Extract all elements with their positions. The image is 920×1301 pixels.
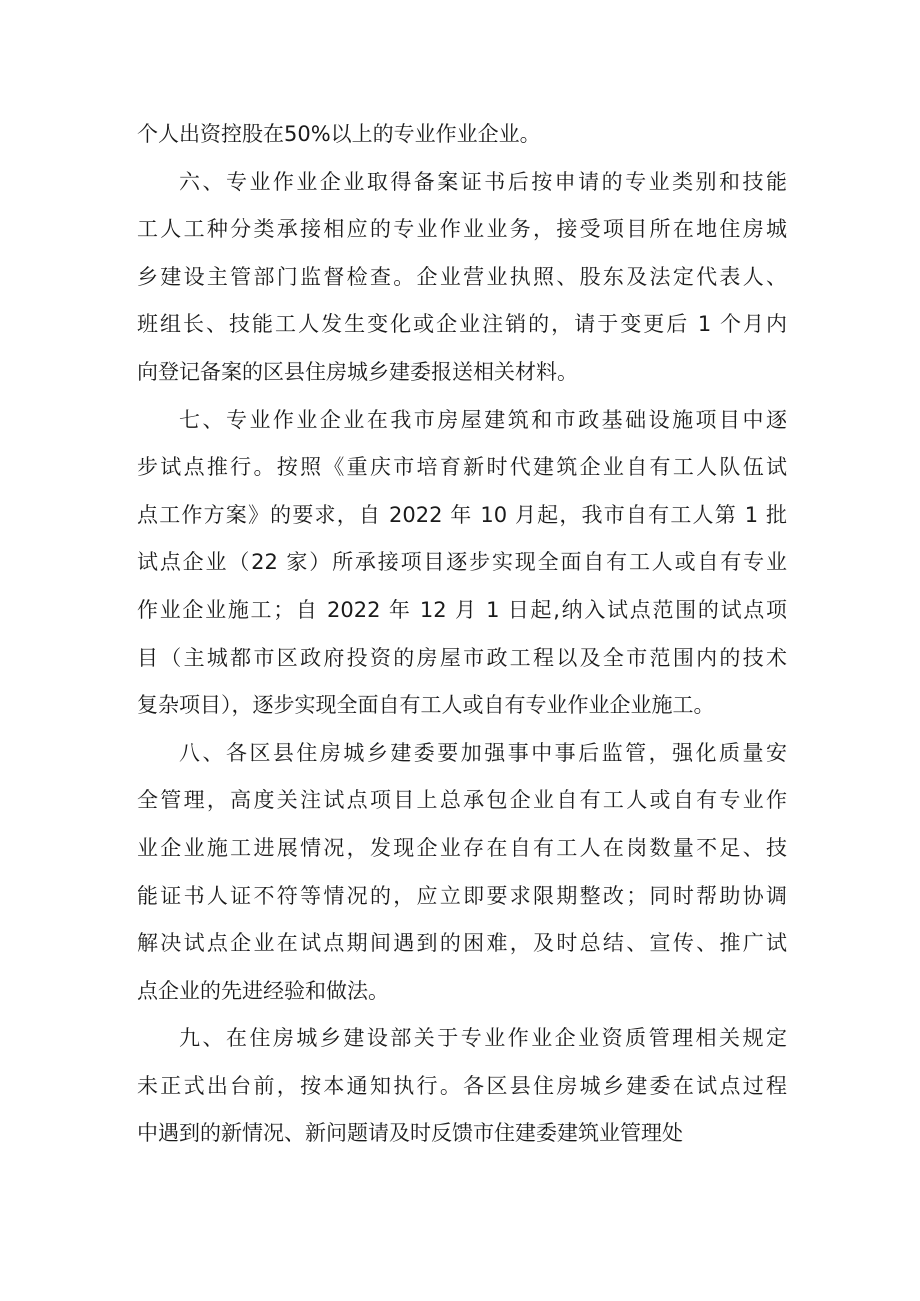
paragraph-line: 目（主城都市区政府投资的房屋市政工程以及全市范围内的技术 — [137, 645, 787, 670]
paragraph-line: 向登记备案的区县住房城乡建委报送相关材料。 — [137, 359, 578, 384]
paragraph-line: 业企业施工进展情况，发现企业存在自有工人在岗数量不足、技 — [137, 835, 787, 860]
paragraph-line: 点工作方案》的要求，自 2022 年 10 月起，我市自有工人第 1 批 — [137, 502, 787, 527]
paragraph-line: 九、在住房城乡建设部关于专业作业企业资质管理相关规定 — [179, 1026, 787, 1051]
document-body — [137, 111, 787, 1158]
paragraph-line: 能证书人证不符等情况的，应立即要求限期整改；同时帮助协调 — [137, 883, 787, 908]
paragraph-line: 六、专业作业企业取得备案证书后按申请的专业类别和技能 — [179, 169, 787, 194]
paragraph-line: 作业企业施工；自 2022 年 12 月 1 日起,纳入试点范围的试点项 — [137, 597, 787, 622]
paragraph-line: 个人出资控股在50%以上的专业作业企业。 — [137, 122, 541, 146]
paragraph-line: 八、各区县住房城乡建委要加强事中事后监管，强化质量安 — [179, 740, 787, 765]
paragraph-line: 七、专业作业企业在我市房屋建筑和市政基础设施项目中逐 — [179, 407, 787, 432]
paragraph-line: 试点企业（22 家）所承接项目逐步实现全面自有工人或自有专业 — [137, 550, 787, 575]
paragraph-line: 中遇到的新情况、新问题请及时反馈市住建委建筑业管理处 — [137, 1121, 683, 1146]
paragraph-line: 复杂项目），逐步实现全面自有工人或自有专业作业企业施工。 — [137, 693, 715, 718]
paragraph-line: 步试点推行。按照《重庆市培育新时代建筑企业自有工人队伍试 — [137, 455, 787, 480]
paragraph-line: 解决试点企业在试点期间遇到的困难，及时总结、宣传、推广试 — [137, 931, 787, 956]
paragraph-line: 未正式出台前，按本通知执行。各区县住房城乡建委在试点过程 — [137, 1073, 787, 1098]
paragraph-line: 点企业的先进经验和做法。 — [137, 978, 389, 1003]
paragraph-line: 全管理，高度关注试点项目上总承包企业自有工人或自有专业作 — [137, 788, 787, 813]
paragraph-line: 班组长、技能工人发生变化或企业注销的，请于变更后 1 个月内 — [137, 312, 787, 337]
paragraph-line: 乡建设主管部门监督检查。企业营业执照、股东及法定代表人、 — [137, 264, 787, 289]
paragraph-line: 工人工种分类承接相应的专业作业业务，接受项目所在地住房城 — [137, 217, 787, 242]
